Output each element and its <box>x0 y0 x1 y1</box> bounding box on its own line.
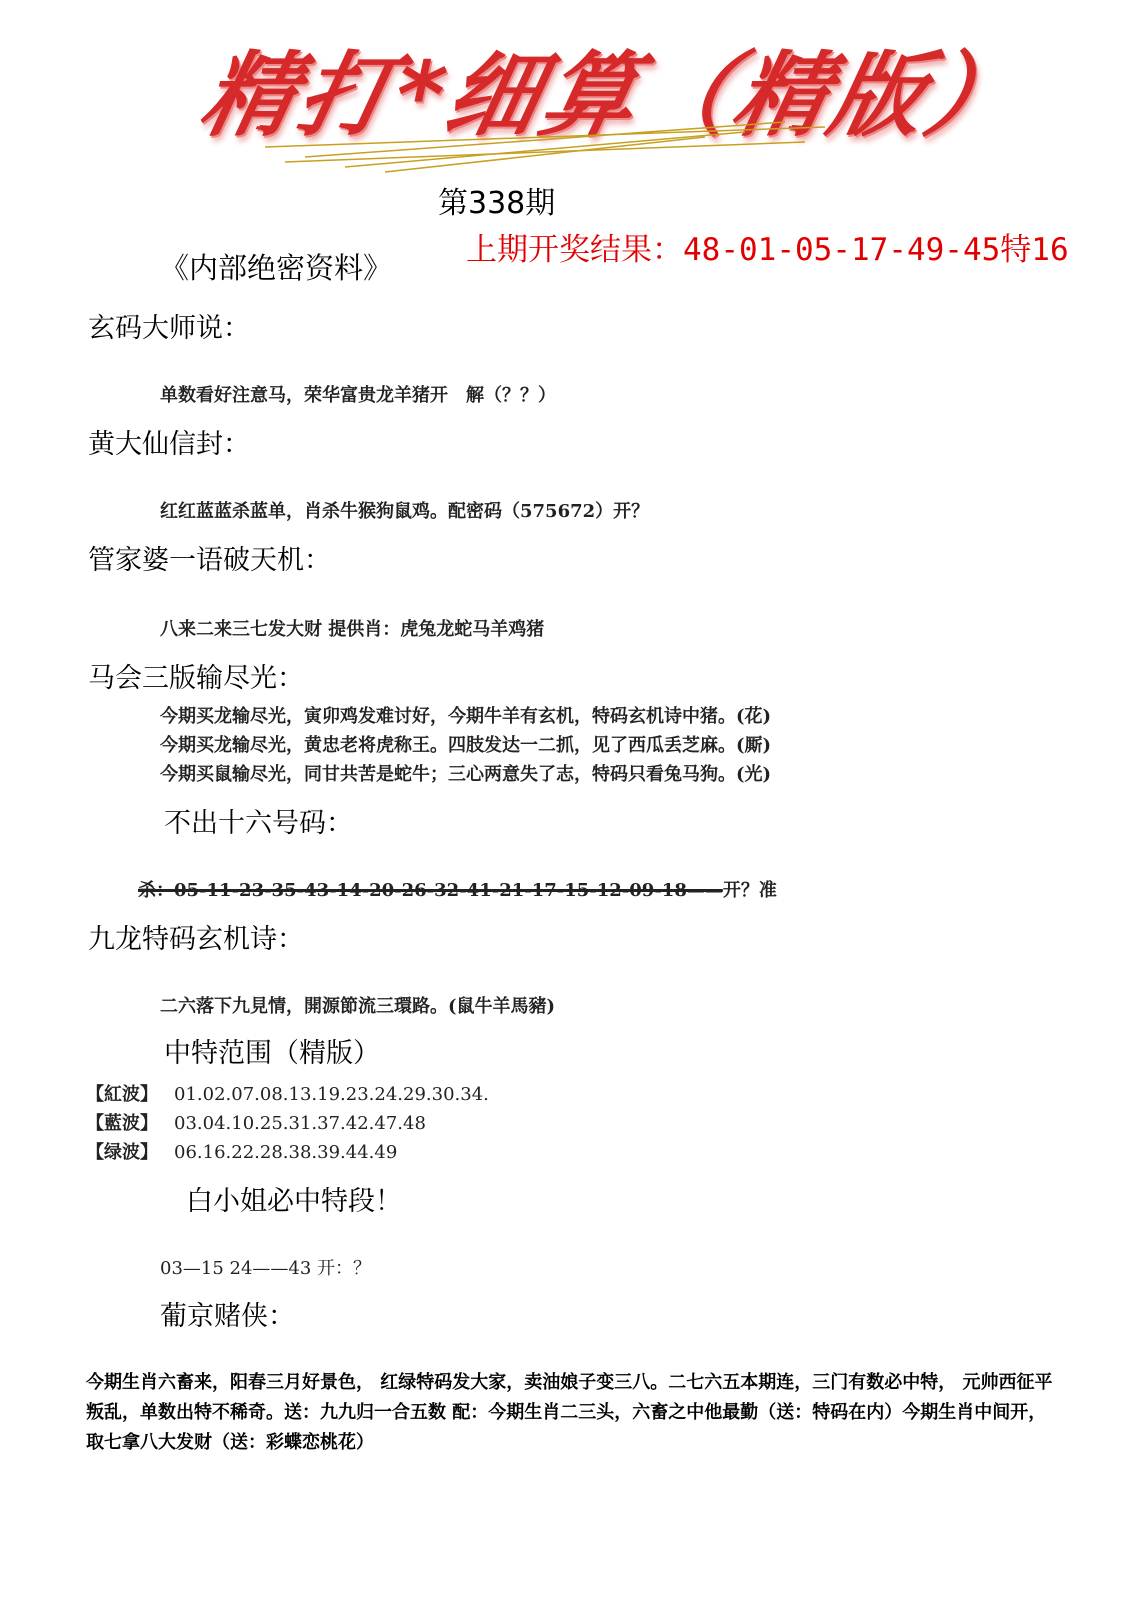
range-nums-green: 06.16.22.28.38.39.44.49 <box>174 1142 398 1163</box>
section-title-range: 中特范围（精版） <box>164 1038 380 1069</box>
section-paragraph-pujing: 今期生肖六畜来，阳春三月好景色， 红绿特码发大家，卖油娘子变三八。二七六五本期连，三门有数必中特， 元帅西征平叛乱，单数出特不稀奇。送：九九归一合五数 配：今期生肖二三头，六畜之中他最勤（送：特码在内）今期生肖中间开，取七拿八大发财（送：彩蝶恋桃花） <box>86 1372 1053 1453</box>
section-title-mahui: 马会三版输尽光： <box>88 663 304 694</box>
range-nums-red: 01.02.07.08.13.19.23.24.29.30.34. <box>174 1084 489 1105</box>
range-row-blue <box>86 1109 426 1135</box>
range-row-green <box>86 1138 397 1164</box>
section-line-jiulong: 二六落下九見情，開源節流三環路。(鼠牛羊馬豬) <box>160 996 556 1017</box>
range-label-blue: 【藍波】 <box>86 1113 158 1134</box>
range-label-red: 【紅波】 <box>86 1084 158 1105</box>
range-row-red <box>86 1080 489 1106</box>
last-result: 上期开奖结果：48-01-05-17-49-45特16 <box>466 232 1069 268</box>
section-title-bai: 白小姐必中特段！ <box>186 1186 402 1217</box>
logo <box>192 22 1035 172</box>
range-label-green: 【绿波】 <box>86 1142 158 1163</box>
kill-numbers: 杀：05-11-23-35-43-14-20-26-32-41-21-17-15-12-09-18—— <box>138 880 723 901</box>
range-nums-blue: 03.04.10.25.31.37.42.47.48 <box>174 1113 426 1134</box>
section-line-bai: 03—15 24——43 开：？ <box>160 1258 372 1279</box>
section-title-xuanma: 玄码大师说： <box>88 313 250 344</box>
issue-number: 第338期 <box>438 186 556 221</box>
subtitle: 《内部绝密资料》 <box>160 251 393 285</box>
section-title-jiulong: 九龙特码玄机诗： <box>88 924 304 955</box>
section-line-mahui-2: 今期买龙输尽光，黄忠老将虎称王。四肢发达一二抓，见了西瓜丢芝麻。(厮) <box>160 735 772 756</box>
section-line-mahui-1: 今期买龙输尽光，寅卯鸡发难讨好，今期牛羊有玄机，特码玄机诗中猪。(花) <box>160 706 772 727</box>
section-line-xuanma: 单数看好注意马，荣华富贵龙羊猪开 解（？？） <box>160 385 556 406</box>
section-line-huang: 红红蓝蓝杀蓝单，肖杀牛猴狗鼠鸡。配密码（575672）开？ <box>160 501 650 522</box>
section-title-pujing: 葡京赌侠： <box>160 1301 295 1332</box>
section-line-buchu <box>138 876 777 902</box>
section-title-guanjia: 管家婆一语破天机： <box>88 545 331 576</box>
section-title-buchu: 不出十六号码： <box>164 808 353 839</box>
logo-text: 精打*细算（精版） <box>192 42 1035 149</box>
section-line-mahui-3: 今期买鼠输尽光，同甘共苦是蛇牛；三心两意失了志，特码只看兔马狗。(光) <box>160 764 772 785</box>
section-title-huang: 黄大仙信封： <box>88 429 250 460</box>
kill-tail: 开？准 <box>722 880 777 901</box>
section-line-guanjia: 八来二来三七发大财 提供肖：虎兔龙蛇马羊鸡猪 <box>160 619 545 640</box>
